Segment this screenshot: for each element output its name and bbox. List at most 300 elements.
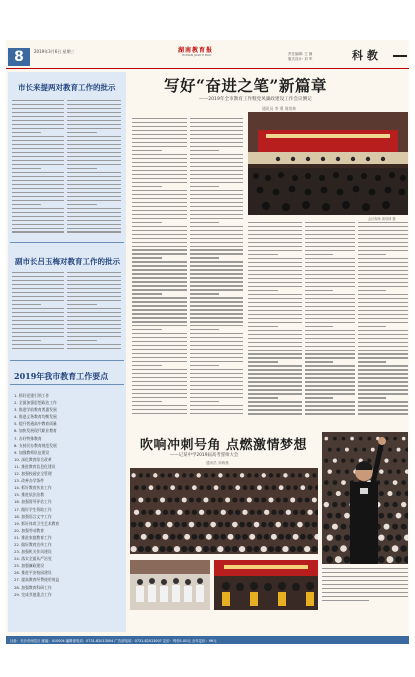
text-line (358, 290, 386, 291)
crowd-head (149, 485, 154, 490)
crowd-head (345, 448, 349, 452)
text-line (12, 148, 64, 149)
text-line (12, 316, 64, 317)
text-line (305, 365, 355, 366)
crowd-head (293, 510, 298, 515)
crowd-head (211, 497, 216, 502)
text-line (190, 234, 243, 235)
text-line (190, 337, 243, 338)
crowd-head (261, 497, 266, 502)
crowd-head (146, 473, 150, 477)
crowd-head (257, 485, 262, 490)
crowd-head (167, 522, 173, 528)
crowd-head (134, 534, 140, 540)
crowd-head (177, 510, 182, 515)
text-line (305, 222, 355, 223)
text-line (67, 152, 121, 153)
second-headline: 吹响冲刺号角 点燃激情梦想 (140, 438, 308, 453)
crowd-head (177, 534, 183, 540)
text-line (358, 338, 408, 339)
crowd-head (141, 510, 146, 515)
crowd-head (297, 522, 303, 528)
text-line (12, 140, 64, 141)
work-point-item: 1. 抓好党建引领工作 (14, 393, 50, 398)
crowd-head (162, 534, 168, 540)
article-text-block (132, 118, 187, 418)
text-line (12, 208, 64, 209)
text-line (248, 254, 278, 255)
text-line (305, 353, 355, 354)
crowd-head (392, 524, 398, 530)
text-line (190, 158, 243, 159)
text-line (305, 357, 355, 358)
text-line (322, 596, 408, 597)
crowd-head (312, 522, 318, 528)
crowd-head (189, 522, 195, 528)
text-line (67, 300, 121, 301)
crowd-head (350, 437, 354, 441)
crowd-head (254, 522, 260, 528)
crowd-head (378, 513, 384, 519)
text-line (67, 200, 121, 201)
text-line (190, 261, 243, 262)
crowd-head (220, 534, 226, 540)
sidebar-article-title: 副市长吕玉梅对教育工作的批示 (15, 257, 120, 266)
crowd-head (175, 473, 179, 477)
text-line (132, 222, 162, 223)
text-line (67, 276, 121, 277)
crowd-head (344, 534, 350, 540)
crowd-head (262, 473, 266, 477)
text-line (190, 218, 243, 219)
text-line (132, 186, 162, 187)
text-line (305, 342, 355, 343)
text-line (190, 333, 243, 334)
text-line (132, 142, 187, 143)
text-line (67, 320, 121, 321)
text-line (67, 112, 121, 113)
crowd-head (400, 545, 407, 552)
text-line (190, 269, 243, 270)
text-line (248, 389, 302, 390)
text-line (12, 312, 64, 313)
crowd-head (305, 497, 310, 502)
text-line (12, 308, 64, 309)
crowd-head (163, 485, 168, 490)
text-line (132, 309, 187, 310)
text-line (305, 258, 355, 259)
work-point-item: 18. 加强语言文字工作 (14, 513, 52, 519)
crowd-head (384, 480, 389, 485)
text-line (190, 397, 243, 398)
text-line (248, 369, 302, 370)
article-text-block (248, 222, 302, 418)
crowd-head (396, 513, 402, 519)
text-line (190, 242, 243, 243)
text-line (67, 304, 97, 305)
crowd-photo (130, 468, 318, 554)
text-line (132, 154, 187, 155)
text-line (132, 218, 187, 219)
text-line (358, 314, 408, 315)
text-line (248, 405, 302, 406)
text-line (190, 353, 243, 354)
text-line (67, 328, 121, 329)
text-line (305, 318, 355, 319)
crowd-head (243, 485, 248, 490)
crowd-head (290, 497, 295, 502)
text-line (132, 269, 187, 270)
text-line (67, 128, 121, 129)
crowd-head (247, 522, 253, 528)
crowd-head (286, 485, 291, 490)
text-line (132, 301, 187, 302)
crowd-head (188, 546, 194, 552)
crowd-head (134, 485, 139, 490)
crowd-head (290, 473, 294, 477)
crowd-head (304, 546, 310, 552)
text-line (248, 361, 278, 362)
text-line (248, 274, 302, 275)
text-line (67, 116, 121, 117)
text-line (132, 249, 187, 250)
crowd-head (359, 437, 363, 441)
crowd-head (235, 485, 240, 490)
text-line (305, 286, 355, 287)
text-line (358, 266, 408, 267)
crowd-head (297, 497, 302, 502)
crowd-head (283, 522, 289, 528)
text-line (358, 353, 408, 354)
text-line (67, 160, 121, 161)
crowd-head (344, 513, 350, 519)
work-point-item: 15. 推进依法治教 (14, 492, 45, 498)
crowd-head (141, 534, 147, 540)
text-line (132, 130, 187, 131)
crowd-head (249, 534, 255, 540)
crowd-head (328, 448, 332, 452)
crowd-head (196, 473, 200, 477)
crowd-head (298, 473, 302, 477)
text-line (132, 321, 187, 322)
text-line (132, 178, 187, 179)
text-line (248, 290, 278, 291)
text-line (12, 192, 64, 193)
text-line (12, 288, 64, 289)
text-line (12, 300, 64, 301)
crowd-head (388, 448, 392, 452)
text-line (12, 348, 64, 349)
text-line (190, 198, 243, 199)
crowd-head (192, 485, 197, 490)
text-line (67, 188, 121, 189)
text-line (358, 262, 408, 263)
text-line (305, 393, 355, 394)
text-line (248, 294, 302, 295)
text-line (305, 373, 355, 374)
crowd-head (323, 524, 329, 530)
crowd-head (232, 546, 238, 552)
text-line (358, 226, 408, 227)
text-line (190, 409, 243, 410)
crowd-head (206, 510, 211, 515)
text-line (12, 108, 64, 109)
text-line (358, 409, 408, 410)
crowd-head (345, 469, 350, 474)
text-line (67, 192, 121, 193)
text-line (248, 234, 302, 235)
crowd-head (131, 473, 135, 477)
crowd-head (379, 469, 384, 474)
text-line (67, 224, 121, 225)
text-line (132, 198, 187, 199)
article-text-block (358, 222, 408, 418)
text-line (132, 206, 187, 207)
text-line (12, 340, 41, 341)
text-line (132, 126, 187, 127)
crowd-head (138, 522, 144, 528)
crowd-head (387, 513, 393, 519)
crowd-head (300, 510, 305, 515)
text-line (248, 353, 302, 354)
text-line (67, 336, 121, 337)
text-line (132, 226, 187, 227)
text-line (190, 206, 243, 207)
crowd-head (170, 510, 175, 515)
crowd-head (261, 546, 267, 552)
crowd-head (401, 480, 406, 485)
text-line (305, 310, 355, 311)
crowd-head (368, 437, 372, 441)
text-line (305, 369, 355, 370)
text-line (248, 397, 278, 398)
work-point-item: 19. 抓好体育卫生艺术教育 (14, 520, 60, 526)
text-line (132, 289, 187, 290)
text-line (190, 265, 243, 266)
text-line (305, 389, 355, 390)
text-line (12, 124, 64, 125)
article-text-block (67, 100, 121, 237)
text-line (132, 242, 187, 243)
text-line (305, 381, 355, 382)
text-line (12, 176, 64, 177)
crowd-head (272, 485, 277, 490)
text-line (358, 298, 408, 299)
text-line (12, 152, 64, 153)
text-line (322, 580, 408, 581)
text-line (305, 266, 355, 267)
crowd-head (335, 513, 341, 519)
crowd-head (401, 502, 406, 507)
text-line (12, 204, 41, 205)
crowd-head (304, 522, 310, 528)
text-line (190, 253, 243, 254)
text-line (67, 316, 121, 317)
text-line (248, 302, 302, 303)
crowd-head (285, 534, 291, 540)
text-line (190, 365, 219, 366)
crowd-head (181, 546, 187, 552)
crowd-head (192, 510, 197, 515)
crowd-head (378, 534, 384, 540)
text-line (132, 174, 187, 175)
text-line (190, 130, 243, 131)
crowd-head (203, 497, 208, 502)
text-line (305, 282, 355, 283)
text-line (305, 246, 355, 247)
crowd-head (305, 473, 309, 477)
text-line (248, 385, 302, 386)
text-line (132, 273, 187, 274)
crowd-head (383, 545, 390, 552)
text-line (132, 230, 187, 231)
crowd-head (264, 485, 269, 490)
text-line (12, 184, 64, 185)
crowd-head (211, 473, 215, 477)
text-line (132, 246, 187, 247)
work-points-list (14, 392, 122, 598)
text-line (305, 298, 355, 299)
text-line (248, 322, 302, 323)
text-line (190, 214, 243, 215)
text-line (305, 334, 355, 335)
text-line (190, 166, 243, 167)
crowd-head (283, 473, 287, 477)
text-line (190, 373, 243, 374)
crowd-head (312, 497, 317, 502)
text-line (248, 226, 302, 227)
text-line (190, 377, 243, 378)
text-line (190, 138, 243, 139)
text-line (358, 346, 408, 347)
text-line (190, 393, 243, 394)
text-line (67, 312, 121, 313)
crowd-head (396, 469, 401, 474)
text-line (190, 126, 243, 127)
text-line (358, 278, 408, 279)
crowd-head (191, 534, 197, 540)
text-line (305, 401, 355, 402)
work-point-item: 28. 加强教育科研工作 (14, 584, 52, 590)
crowd-head (168, 473, 172, 477)
text-line (67, 136, 121, 137)
work-point-item: 9. 加强教师队伍建设 (14, 449, 50, 455)
text-line (190, 401, 219, 402)
crowd-head (218, 522, 224, 528)
stage-photo (214, 560, 318, 610)
divider (10, 360, 124, 361)
crowd-head (228, 534, 234, 540)
crowd-head (213, 534, 219, 540)
text-line (248, 266, 302, 267)
text-line (67, 180, 121, 181)
text-line (132, 170, 187, 171)
text-line (358, 389, 408, 390)
crowd-head (341, 459, 345, 463)
work-point-item: 26. 推进平安校园建设 (14, 570, 52, 576)
crowd-head (312, 473, 316, 477)
text-line (132, 377, 187, 378)
text-line (248, 365, 302, 366)
text-line (358, 393, 408, 394)
crowd-head (393, 480, 398, 485)
crowd-head (276, 497, 281, 502)
crowd-head (254, 497, 259, 502)
text-line (248, 306, 302, 307)
text-line (190, 194, 243, 195)
crowd-head (307, 534, 313, 540)
text-line (322, 592, 408, 593)
crowd-head (392, 545, 399, 552)
crowd-head (182, 497, 187, 502)
text-line (248, 409, 302, 410)
crowd-head (225, 497, 230, 502)
text-line (358, 334, 408, 335)
masthead: 湖南教育报 (178, 47, 214, 54)
work-point-item: 16. 加强督导评估工作 (14, 499, 52, 505)
text-line (12, 304, 41, 305)
text-line (67, 220, 121, 221)
text-line (190, 190, 243, 191)
sidebar-list-title: 2019年我市教育工作要点 (14, 371, 109, 381)
crowd-head (239, 546, 245, 552)
text-line (322, 588, 408, 589)
text-line (12, 228, 64, 229)
crowd-head (174, 522, 180, 528)
text-line (358, 302, 408, 303)
crowd-head (167, 497, 172, 502)
work-point-item: 25. 加强廉政建设 (14, 563, 45, 569)
crowd-head (268, 522, 274, 528)
crowd-head (131, 522, 137, 528)
text-line (132, 365, 162, 366)
text-line (322, 568, 408, 569)
text-line (67, 228, 121, 229)
text-line (190, 413, 243, 414)
crowd-head (336, 448, 340, 452)
text-line (358, 401, 408, 402)
crowd-head (138, 497, 143, 502)
text-line (67, 124, 121, 125)
text-line (190, 369, 243, 370)
crowd-head (153, 497, 158, 502)
crowd-head (242, 510, 247, 515)
text-line (12, 296, 64, 297)
crowd-head (332, 545, 339, 552)
work-point-item: 27. 提高教育经费使用效益 (14, 577, 60, 583)
text-line (190, 317, 243, 318)
crowd-head (210, 522, 216, 528)
text-line (248, 393, 302, 394)
text-line (12, 136, 64, 137)
crowd-head (182, 473, 186, 477)
text-line (190, 357, 243, 358)
text-line (67, 288, 121, 289)
crowd-head (397, 448, 401, 452)
text-line (248, 286, 302, 287)
crowd-head (233, 473, 237, 477)
crowd-head (148, 534, 154, 540)
text-line (12, 344, 64, 345)
article-text-block (322, 568, 408, 606)
crowd-head (324, 502, 329, 507)
text-line (132, 381, 187, 382)
editor-info (288, 52, 312, 61)
crowd-head (203, 546, 209, 552)
crowd-head (395, 534, 401, 540)
text-line (132, 405, 187, 406)
text-line (305, 322, 355, 323)
